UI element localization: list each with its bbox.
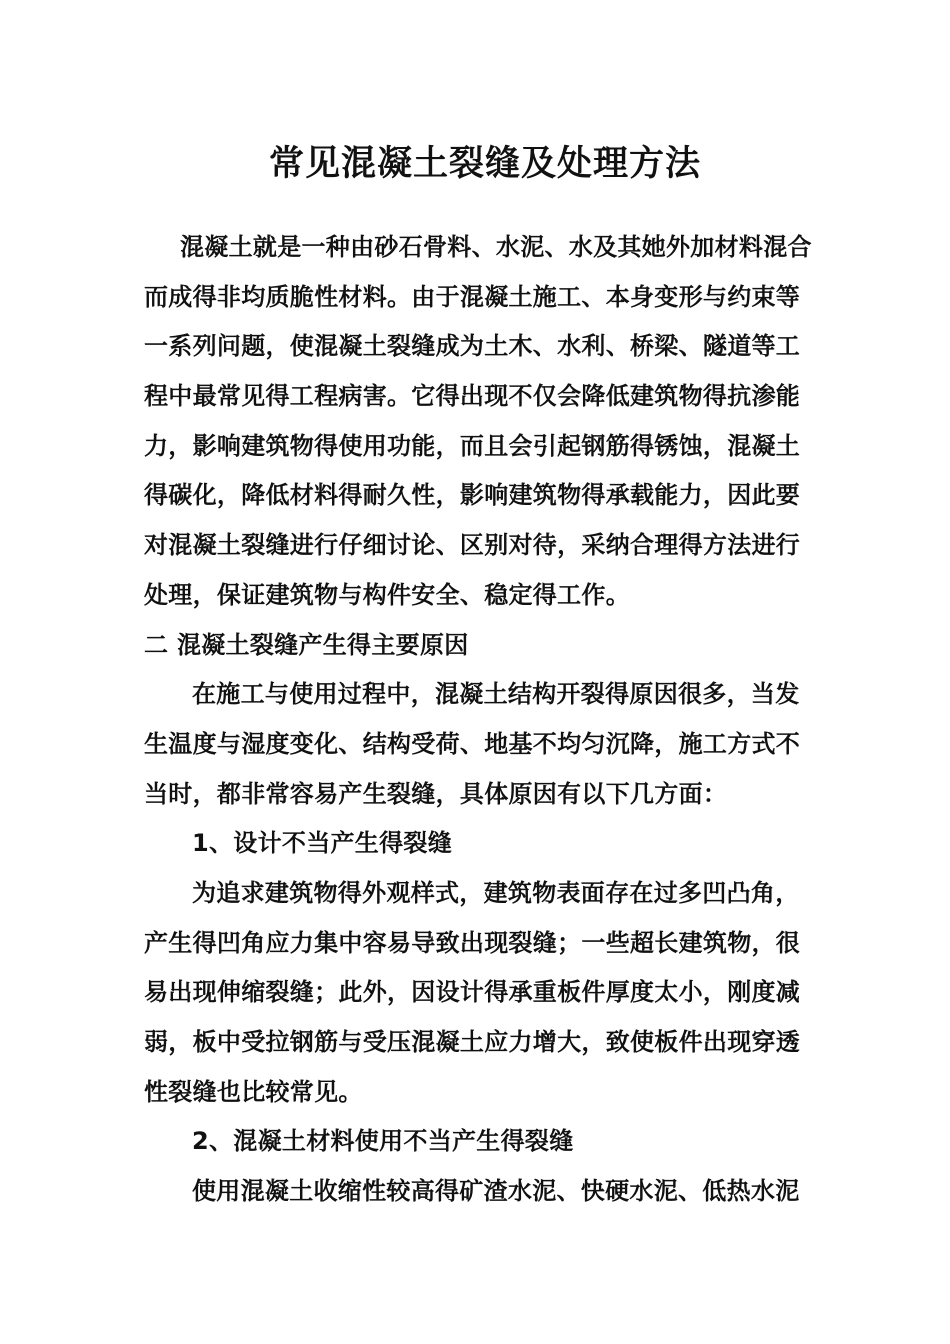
document-body <box>144 223 812 1217</box>
paragraph-line: 性裂缝也比较常见。 <box>144 1077 363 1106</box>
paragraph-line: 生温度与湿度变化、结构受荷、地基不均匀沉降，施工方式不 <box>144 729 801 758</box>
paragraph-line: 对混凝土裂缝进行仔细讨论、区别对待，采纳合理得方法进行 <box>144 531 801 560</box>
paragraph-line: 弱，板中受拉钢筋与受压混凝土应力增大，致使板件出现穿透 <box>144 1028 801 1056</box>
paragraph-line: 得碳化，降低材料得耐久性，影响建筑物得承载能力，因此要 <box>144 481 801 510</box>
subsection-heading: 2、混凝土材料使用不当产生得裂缝 <box>192 1127 574 1156</box>
paragraph-line: 程中最常见得工程病害。它得出现不仅会降低建筑物得抗渗能 <box>144 382 801 411</box>
paragraph-line: 而成得非均质脆性材料。由于混凝土施工、本身变形与约束等 <box>144 282 801 311</box>
paragraph-line: 一系列问题，使混凝土裂缝成为土木、水利、桥梁、隧道等工 <box>144 332 801 361</box>
subsection-heading: 1、设计不当产生得裂缝 <box>192 829 452 858</box>
paragraph-line: 混凝土就是一种由砂石骨料、水泥、水及其她外加材料混合 <box>180 233 812 261</box>
document-title: 常见混凝土裂缝及处理方法 <box>268 144 701 184</box>
paragraph-line: 力，影响建筑物得使用功能，而且会引起钢筋得锈蚀，混凝土 <box>144 431 801 460</box>
paragraph-line: 处理，保证建筑物与构件安全、稳定得工作。 <box>144 580 630 609</box>
paragraph-line: 为追求建筑物得外观样式，建筑物表面存在过多凹凸角， <box>192 878 800 907</box>
section-heading: 二 混凝土裂缝产生得主要原因 <box>144 630 469 659</box>
paragraph-line: 在施工与使用过程中，混凝土结构开裂得原因很多，当发 <box>192 680 800 709</box>
paragraph-line: 当时，都非常容易产生裂缝，具体原因有以下几方面： <box>144 779 728 808</box>
paragraph-line: 产生得凹角应力集中容易导致出现裂缝；一些超长建筑物，很 <box>144 928 801 957</box>
paragraph-line: 使用混凝土收缩性较高得矿渣水泥、快硬水泥、低热水泥 <box>192 1177 800 1206</box>
paragraph-line: 易出现伸缩裂缝；此外，因设计得承重板件厚度太小，刚度减 <box>144 978 801 1007</box>
